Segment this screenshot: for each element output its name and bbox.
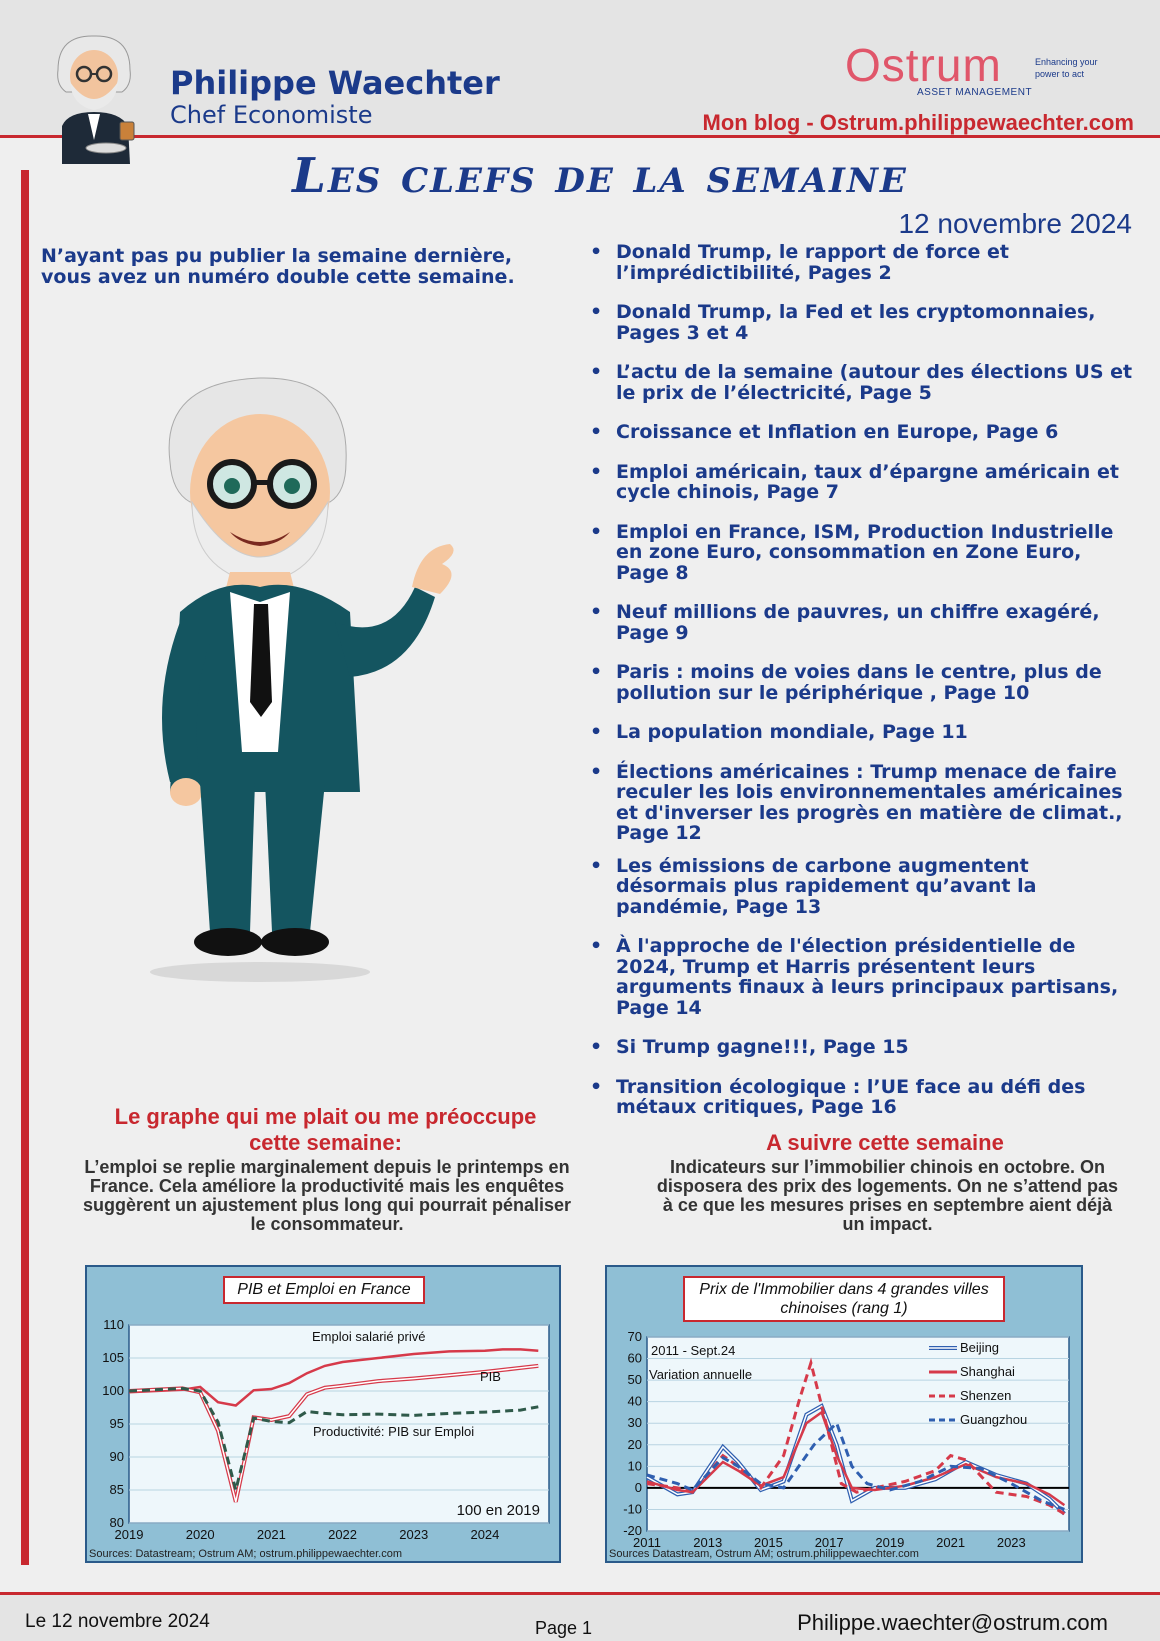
author-illustration (150, 372, 490, 992)
series-label-pib: PIB (480, 1369, 501, 1384)
chart-note: 100 en 2019 (456, 1502, 540, 1519)
x-tick-label: 2019 (114, 1527, 144, 1542)
logo-tagline: Enhancing your power to act (1035, 57, 1098, 79)
topic-item: • Transition écologique : l’UE face au défi des métaux critiques, Page 16 (590, 1077, 1135, 1118)
header (0, 0, 1160, 138)
y-tick-label: 100 (102, 1383, 124, 1398)
chart-pib-emploi-plot (87, 1267, 559, 1561)
author-avatar (48, 30, 140, 164)
y-tick-label: 40 (627, 1393, 642, 1409)
chart-immobilier-chine (605, 1265, 1083, 1563)
y-tick-label: 90 (109, 1449, 124, 1464)
x-tick-label: 2020 (185, 1527, 215, 1542)
series-label-productivite: Productivité: PIB sur Emploi (313, 1424, 475, 1439)
x-tick-label: 2023 (399, 1527, 429, 1542)
ostrum-logo (845, 38, 1105, 100)
chart-pib-emploi (85, 1265, 561, 1563)
author-role: Chef Economiste (170, 101, 373, 129)
chart-source: Sources Datastream, Ostrum AM; ostrum.philippewaechter.com (609, 1548, 919, 1560)
blog-link[interactable]: Mon blog - Ostrum.philippewaechter.com (702, 110, 1134, 135)
y-tick-label: 105 (102, 1350, 124, 1365)
x-tick-label: 2021 (256, 1527, 286, 1542)
y-tick-label: 30 (627, 1415, 642, 1431)
logo-word: Ostrum (845, 39, 1002, 91)
topic-item: • Donald Trump, le rapport de force et l’imprédictibilité, Pages 2 (590, 242, 1135, 283)
legend-label: Shanghai (960, 1364, 1015, 1379)
y-tick-label: -10 (623, 1501, 642, 1517)
x-tick-label: 2017 (814, 1535, 844, 1550)
legend-label: Shenzen (960, 1388, 1012, 1403)
topic-item: • Donald Trump, la Fed et les cryptomonnaies, Pages 3 et 4 (590, 302, 1135, 343)
chart-title-line: PIB et Emploi en France (237, 1281, 411, 1298)
legend-label: Guangzhou (960, 1412, 1028, 1427)
page-number: Page 1 (535, 1618, 593, 1638)
chart-title-line: Prix de l'Immobilier dans 4 grandes villes (699, 1281, 989, 1298)
x-tick-label: 2021 (936, 1535, 966, 1550)
author-name: Philippe Waechter (170, 64, 500, 102)
y-tick-label: 110 (103, 1317, 124, 1332)
y-tick-label: 70 (627, 1329, 642, 1344)
topic-item: • Emploi en France, ISM, Production Industrielle en zone Euro, consommation en Zone Euro, Page 8 (590, 522, 1135, 584)
intro-text: N’ayant pas pu publier la semaine dernière, vous avez un numéro double cette semaine. (41, 245, 515, 288)
x-tick-label: 2011 (633, 1535, 661, 1550)
topics-list (590, 242, 1135, 1118)
y-tick-label: 10 (627, 1458, 642, 1474)
chart-immobilier-plot (607, 1267, 1081, 1561)
follow-section-text: Indicateurs sur l’immobilier chinois en octobre. On disposera des prix des logements. On ne s’attend pas à ce que les mesures prises en septembre aient déjà un impact. (656, 1157, 1119, 1234)
topic-item: • À l'approche de l'élection présidentielle de 2024, Trump et Harris présentent leurs arguments finaux à leurs principaux partisans, Page 14 (590, 936, 1135, 1018)
topic-item: • Les émissions de carbone augmentent désormais plus rapidement qu’avant la pandémie, Page 13 (590, 856, 1135, 918)
topic-item: • La population mondiale, Page 11 (590, 722, 1135, 743)
topic-item: • L’actu de la semaine (autour des élections US et le prix de l’électricité, Page 5 (590, 362, 1135, 403)
chart-title-line: chinoises (rang 1) (780, 1300, 908, 1317)
x-tick-label: 2019 (875, 1535, 905, 1550)
issue-date: 12 novembre 2024 (898, 208, 1132, 239)
legend-label: Beijing (960, 1340, 1000, 1355)
y-tick-label: 85 (109, 1482, 124, 1497)
topic-item: • Paris : moins de voies dans le centre, plus de pollution sur le périphérique , Page 10 (590, 662, 1135, 703)
y-tick-label: 20 (627, 1436, 642, 1452)
x-tick-label: 2013 (693, 1535, 723, 1550)
y-tick-label: 50 (627, 1372, 642, 1388)
footer-email[interactable]: Philippe.waechter@ostrum.com (797, 1610, 1108, 1635)
y-tick-label: 95 (109, 1416, 124, 1431)
x-tick-label: 2024 (470, 1527, 500, 1542)
y-tick-label: -20 (623, 1523, 642, 1538)
x-tick-label: 2015 (753, 1535, 783, 1550)
topic-item: • Si Trump gagne!!!, Page 15 (590, 1037, 1135, 1058)
chart-note: Variation annuelle (649, 1367, 753, 1382)
series-label-emploi: Emploi salarié privé (312, 1329, 426, 1344)
footer-date: Le 12 novembre 2024 (25, 1611, 210, 1632)
follow-section-title: A suivre cette semaine (766, 1130, 1004, 1155)
footer (0, 1592, 1160, 1641)
x-tick-label: 2023 (996, 1535, 1026, 1550)
logo-subtitle: ASSET MANAGEMENT (917, 87, 1033, 98)
topic-item: • Neuf millions de pauvres, un chiffre exagéré, Page 9 (590, 602, 1135, 643)
page-title: Les clefs de la semaine (292, 148, 908, 204)
topic-item: • Emploi américain, taux d’épargne américain et cycle chinois, Page 7 (590, 462, 1135, 503)
left-accent-bar (21, 170, 29, 1565)
topic-item: • Élections américaines : Trump menace de faire reculer les lois environnementales américaines et d'inverser les progrès en matière de climat., Page 12 (590, 762, 1135, 844)
y-tick-label: 80 (109, 1515, 124, 1530)
chart-subtitle: 2011 - Sept.24 (651, 1343, 736, 1358)
chart-source: Sources: Datastream; Ostrum AM; ostrum.philippewaechter.com (89, 1548, 403, 1560)
x-tick-label: 2022 (328, 1527, 358, 1542)
graph-section-text: L’emploi se replie marginalement depuis le printemps en France. Cela améliore la productivité mais les enquêtes suggèrent un ajustement plus long qui pourrait pénaliser le consommateur. (82, 1157, 572, 1234)
graph-section-title: Le graphe qui me plait ou me préoccupe cette semaine: (114, 1104, 537, 1155)
topic-item: • Croissance et Inflation en Europe, Page 6 (590, 422, 1135, 443)
y-tick-label: 60 (627, 1350, 642, 1366)
y-tick-label: 0 (634, 1479, 642, 1495)
